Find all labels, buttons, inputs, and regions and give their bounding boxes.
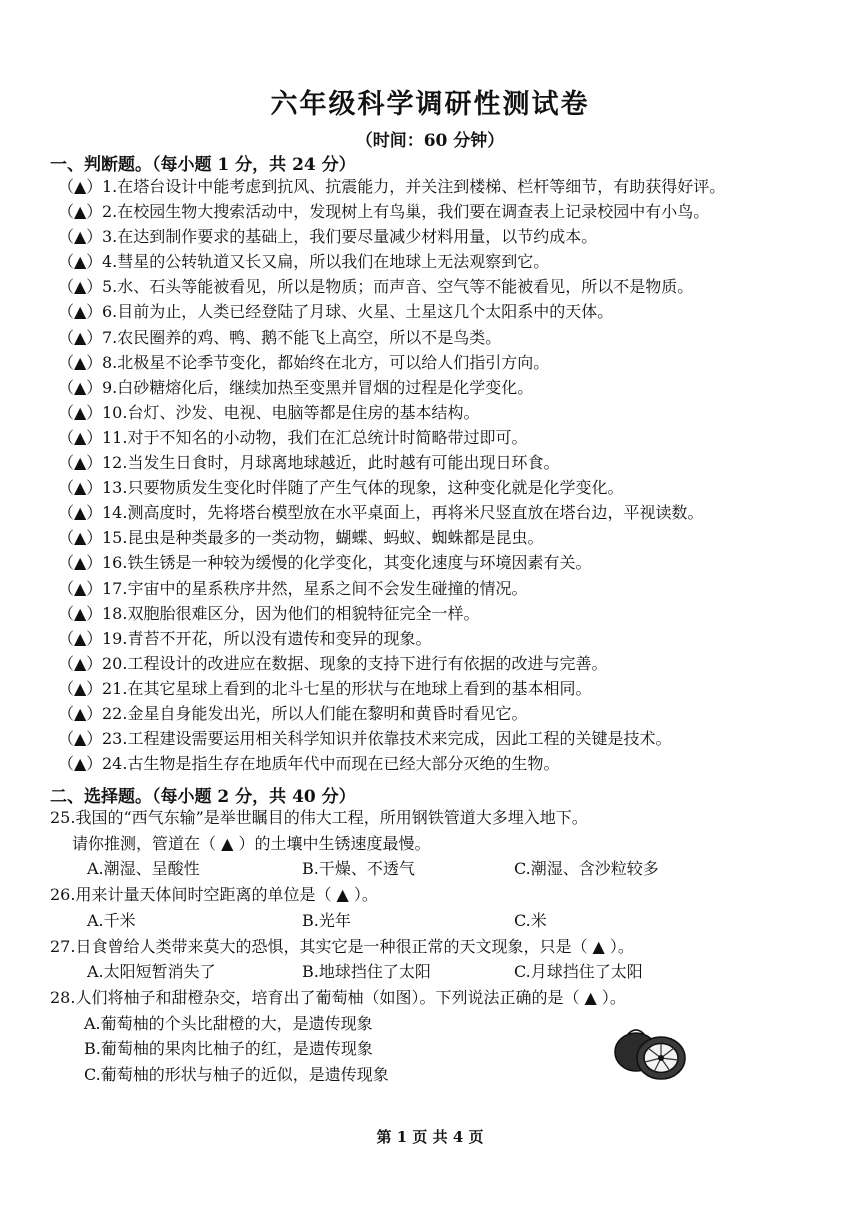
true-false-item-text: 15.昆虫是种类最多的一类动物，蝴蝶、蚂蚁、蜘蛛都是昆虫。 <box>102 528 544 548</box>
answer-placeholder-mark: （▲） <box>58 503 103 523</box>
answer-placeholder-mark: （▲） <box>58 729 103 749</box>
true-false-item-text: 6.目前为止，人类已经登陆了月球、火星、土星这几个太阳系中的天体。 <box>102 302 614 322</box>
true-false-item <box>58 626 848 651</box>
question-25-options <box>50 856 840 882</box>
exam-time-limit: （时间：60 分钟） <box>355 131 505 151</box>
answer-placeholder-mark: （▲） <box>58 327 103 347</box>
question-27-option-b: B.地球挡住了太阳 <box>302 962 431 981</box>
grapefruit-illustration <box>606 1022 690 1082</box>
true-false-item <box>58 274 848 299</box>
true-false-item <box>58 475 848 500</box>
question-25-option-c: C.潮湿、含沙粒较多 <box>514 859 659 878</box>
question-28-option-a: A.葡萄柚的个头比甜橙的大，是遗传现象 <box>84 1013 373 1033</box>
true-false-item <box>58 601 848 626</box>
true-false-item-text: 9.白砂糖熔化后，继续加热至变黑并冒烟的过程是化学变化。 <box>102 377 534 397</box>
true-false-item-text: 1.在塔台设计中能考虑到抗风、抗震能力，并关注到楼梯、栏杆等细节，有助获得好评。 <box>102 177 726 196</box>
question-26-options <box>50 908 840 934</box>
answer-placeholder-mark: （▲） <box>58 427 103 447</box>
true-false-item-text: 16.铁生锈是一种较为缓慢的化学变化，其变化速度与环境因素有关。 <box>102 553 592 573</box>
true-false-item <box>58 350 848 375</box>
exam-title: 六年级科学调研性测试卷 <box>270 89 590 120</box>
page-footer: 第 1 页 共 4 页 <box>376 1128 484 1146</box>
answer-placeholder-mark: （▲） <box>58 352 103 372</box>
section-multiple-choice-heading: 二、选择题。（每小题 2 分，共 40 分） <box>50 787 356 807</box>
answer-placeholder-mark: （▲） <box>58 377 103 397</box>
true-false-item-text: 8.北极星不论季节变化，都始终在北方，可以给人们指引方向。 <box>102 352 550 372</box>
true-false-item <box>58 224 848 249</box>
answer-placeholder-mark: （▲） <box>58 227 103 247</box>
true-false-item-text: 23.工程建设需要运用相关科学知识并依靠技术来完成，因此工程的关键是技术。 <box>102 729 672 749</box>
answer-placeholder-mark: （▲） <box>58 678 103 698</box>
true-false-item <box>58 500 848 525</box>
true-false-item <box>58 400 848 425</box>
true-false-item <box>58 525 848 550</box>
true-false-item-text: 18.双胞胎很难区分，因为他们的相貌特征完全一样。 <box>102 603 480 623</box>
true-false-item-text: 10.台灯、沙发、电视、电脑等都是住房的基本结构。 <box>102 402 480 422</box>
answer-placeholder-mark: （▲） <box>58 578 103 598</box>
true-false-item-text: 17.宇宙中的星系秩序井然，星系之间不会发生碰撞的情况。 <box>102 578 528 598</box>
answer-placeholder-mark: （▲） <box>58 177 103 196</box>
answer-placeholder-mark: （▲） <box>58 453 103 473</box>
true-false-item <box>58 576 848 601</box>
multiple-choice-block <box>50 805 840 1087</box>
true-false-item <box>58 174 848 199</box>
answer-placeholder-mark: （▲） <box>58 277 103 297</box>
true-false-item-text: 21.在其它星球上看到的北斗七星的形状与在地球上看到的基本相同。 <box>102 678 592 698</box>
answer-placeholder-mark: （▲） <box>58 703 103 723</box>
question-25-option-b: B.干燥、不透气 <box>302 859 415 878</box>
question-26-option-a: A.千米 <box>87 910 136 930</box>
true-false-item <box>58 651 848 676</box>
true-false-item-text: 19.青苔不开花，所以没有遗传和变异的现象。 <box>102 628 432 648</box>
true-false-item <box>58 325 848 350</box>
true-false-item-text: 14.测高度时，先将塔台模型放在水平桌面上，再将米尺竖直放在塔台边，平视读数。 <box>102 503 704 523</box>
true-false-item <box>58 375 848 400</box>
answer-placeholder-mark: （▲） <box>58 302 103 322</box>
true-false-item-text: 24.古生物是指生存在地质年代中而现在已经大部分灭绝的生物。 <box>102 754 560 774</box>
answer-placeholder-mark: （▲） <box>58 754 103 774</box>
true-false-item <box>58 550 848 575</box>
true-false-item-text: 3.在达到制作要求的基础上，我们要尽量减少材料用量，以节约成本。 <box>102 227 598 247</box>
question-28-line1: 28.人们将柚子和甜橙杂交，培育出了葡萄柚（如图）。下列说法正确的是（ ▲ ）。 <box>50 988 626 1007</box>
true-false-item-text: 7.农民圈养的鸡、鸭、鹅不能飞上高空，所以不是鸟类。 <box>102 327 502 347</box>
answer-placeholder-mark: （▲） <box>58 653 103 673</box>
true-false-item <box>58 299 848 324</box>
true-false-item <box>58 726 848 751</box>
answer-placeholder-mark: （▲） <box>58 528 103 548</box>
section-true-false-heading: 一、判断题。（每小题 1 分，共 24 分） <box>50 155 356 175</box>
question-27-line1: 27.日食曾给人类带来莫大的恐惧，其实它是一种很正常的天文现象，只是（ ▲ ）。 <box>50 936 634 956</box>
true-false-item-text: 12.当发生日食时，月球离地球越近，此时越有可能出现日环食。 <box>102 453 560 473</box>
question-26-option-b: B.光年 <box>302 910 351 930</box>
true-false-list <box>58 174 848 776</box>
answer-placeholder-mark: （▲） <box>58 628 103 648</box>
true-false-item <box>58 425 848 450</box>
true-false-item-text: 20.工程设计的改进应在数据、现象的支持下进行有依据的改进与完善。 <box>102 653 608 673</box>
true-false-item <box>58 751 848 776</box>
question-28-option-c: C.葡萄柚的形状与柚子的近似，是遗传现象 <box>84 1064 389 1084</box>
answer-placeholder-mark: （▲） <box>58 202 103 222</box>
question-28-option-b: B.葡萄柚的果肉比柚子的红，是遗传现象 <box>84 1039 373 1058</box>
question-27-option-a: A.太阳短暂消失了 <box>87 962 216 981</box>
true-false-item-text: 13.只要物质发生变化时伴随了产生气体的现象，这种变化就是化学变化。 <box>102 478 624 498</box>
true-false-item <box>58 199 848 224</box>
true-false-item-text: 5.水、石头等能被看见，所以是物质；而声音、空气等不能被看见，所以不是物质。 <box>102 277 694 297</box>
question-27-option-c: C.月球挡住了太阳 <box>514 962 643 981</box>
answer-placeholder-mark: （▲） <box>58 553 103 573</box>
answer-placeholder-mark: （▲） <box>58 252 103 272</box>
answer-placeholder-mark: （▲） <box>58 478 103 498</box>
question-25-line1: 25.我国的“西气东输”是举世瞩目的伟大工程，所用钢铁管道大多埋入地下。 <box>50 808 588 827</box>
question-25-line2: 请你推测，管道在（ ▲ ）的土壤中生锈速度最慢。 <box>72 833 431 853</box>
true-false-item <box>58 701 848 726</box>
question-27-options <box>50 959 840 985</box>
question-26-line1: 26.用来计量天体间时空距离的单位是（ ▲ ）。 <box>50 885 378 904</box>
answer-placeholder-mark: （▲） <box>58 603 103 623</box>
true-false-item-text: 2.在校园生物大搜索活动中，发现树上有鸟巢，我们要在调查表上记录校园中有小鸟。 <box>102 202 710 222</box>
question-26-option-c: C.米 <box>514 910 547 930</box>
true-false-item <box>58 450 848 475</box>
true-false-item <box>58 249 848 274</box>
true-false-item <box>58 676 848 701</box>
answer-placeholder-mark: （▲） <box>58 402 103 422</box>
true-false-item-text: 22.金星自身能发出光，所以人们能在黎明和黄昏时看见它。 <box>102 703 528 723</box>
true-false-item-text: 11.对于不知名的小动物，我们在汇总统计时简略带过即可。 <box>102 427 528 447</box>
question-25-option-a: A.潮湿、呈酸性 <box>87 859 200 878</box>
true-false-item-text: 4.彗星的公转轨道又长又扁，所以我们在地球上无法观察到它。 <box>102 252 550 272</box>
